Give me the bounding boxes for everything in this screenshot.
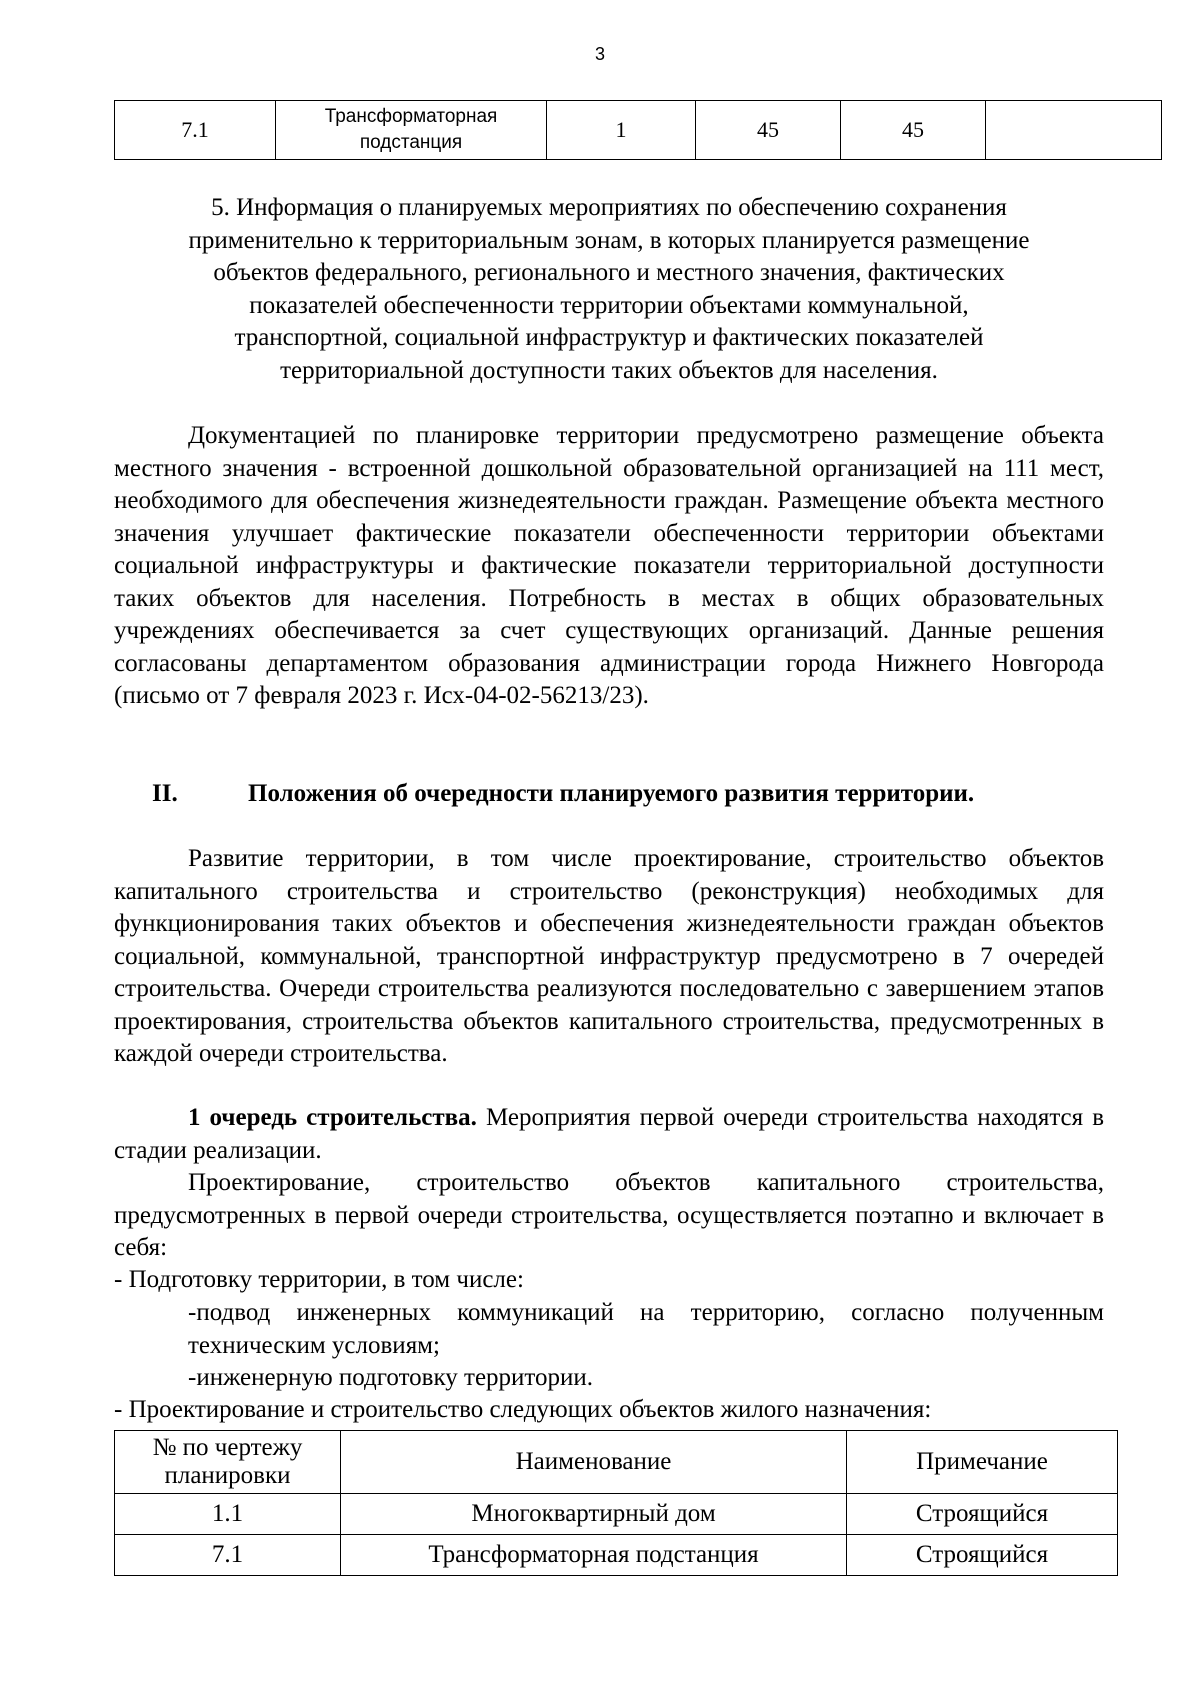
section5-paragraph: Документацией по планировке территории предусмотрено размещение объекта местного значения - встроенной дошкольной образовательной организацией на 111 мест, необходимого для обеспечения жизнедеятельности граждан. Размещение объекта местного значения улучшает фактические показатели обеспеченности территории объектами социальной инфраструктуры и фактические показатели территориальной доступности таких объектов для населения. Потребность в местах в общих образовательных учреждениях обеспечивается за счет существующих организаций. Данные решения согласованы департаментом образования администрации города Нижнего Новгорода (письмо от 7 февраля 2023 г. Исх-04-02-56213/23). (114, 422, 1104, 709)
heading-line: показателей обеспеченности территории объектами коммунальной, (249, 291, 969, 319)
header-num-line-2: планировки (164, 1462, 291, 1489)
sub-list-item: -подвод инженерных коммуникаций на территорию, согласно полученным техническим условиям; (188, 1299, 1104, 1359)
table-row (115, 101, 1162, 160)
heading-line: транспортной, социальной инфраструктур и фактических показателей (234, 324, 984, 351)
table-cell-num: 7.1 (115, 101, 276, 160)
header-num-line-1: № по чертежу (152, 1434, 303, 1461)
cell-num: 7.1 (115, 1535, 341, 1576)
cell-name: Многоквартирный дом (341, 1494, 847, 1535)
top-table (114, 100, 1162, 160)
cell-note: Строящийся (847, 1494, 1118, 1535)
bottom-table (114, 1430, 1118, 1576)
table-cell-name (276, 101, 547, 160)
header-num (115, 1431, 341, 1494)
table-cell-col4: 45 (696, 101, 841, 160)
header-name: Наименование (341, 1431, 847, 1494)
cell-num: 1.1 (115, 1494, 341, 1535)
section-number: II. (152, 780, 178, 807)
stage1-paragraph: Проектирование, строительство объектов капитального строительства, предусмотренных в первой очереди строительства, осуществляется поэтапно и включает в себя: (114, 1169, 1104, 1261)
stage-label: 1 очередь строительства. (188, 1104, 477, 1131)
name-line-1: Трансформаторная (324, 106, 498, 127)
cell-name: Трансформаторная подстанция (341, 1535, 847, 1576)
heading-line: 5. Информация о планируемых мероприятиях по обеспечению сохранения (211, 194, 1007, 221)
table-row (115, 1535, 1118, 1576)
section2-paragraph: Развитие территории, в том числе проектирование, строительство объектов капитального строительства и строительство (реконструкция) необходимых для функционирования таких объектов и обеспечения жизнедеятельности граждан объектов социальной, коммунальной, транспортной инфраструктур предусмотрено в 7 очередей строительства. Очереди строительства реализуются последовательно с завершением этапов проектирования, строительства объектов капитального строительства, предусмотренных в каждой очереди строительства. (114, 845, 1104, 1067)
heading-line: применительно к территориальным зонам, в которых планируется размещение (188, 226, 1030, 254)
stage1-intro (114, 1102, 1104, 1167)
list-item: - Подготовку территории, в том числе: (114, 1266, 524, 1293)
table-cell-col6 (986, 101, 1162, 160)
name-line-2: подстанция (359, 132, 463, 153)
section-title: Положения об очередности планируемого развития территории. (248, 780, 975, 807)
table-row (115, 1494, 1118, 1535)
cell-note: Строящийся (847, 1535, 1118, 1576)
table-cell-col3: 1 (547, 101, 696, 160)
heading-line: объектов федерального, регионального и местного значения, фактических (213, 259, 1005, 286)
header-note: Примечание (847, 1431, 1118, 1494)
stage-intro-text: Мероприятия первой очереди строительства находятся в стадии реализации. (114, 1104, 1105, 1164)
heading-line: территориальной доступности таких объектов для населения. (280, 356, 938, 384)
list-item: - Проектирование и строительство следующих объектов жилого назначения: (114, 1396, 932, 1423)
section5-heading (114, 192, 1104, 387)
page-number: 3 (594, 44, 605, 64)
table-cell-col5: 45 (841, 101, 986, 160)
table-header-row (115, 1431, 1118, 1494)
sub-list-item: -инженерную подготовку территории. (188, 1364, 594, 1391)
